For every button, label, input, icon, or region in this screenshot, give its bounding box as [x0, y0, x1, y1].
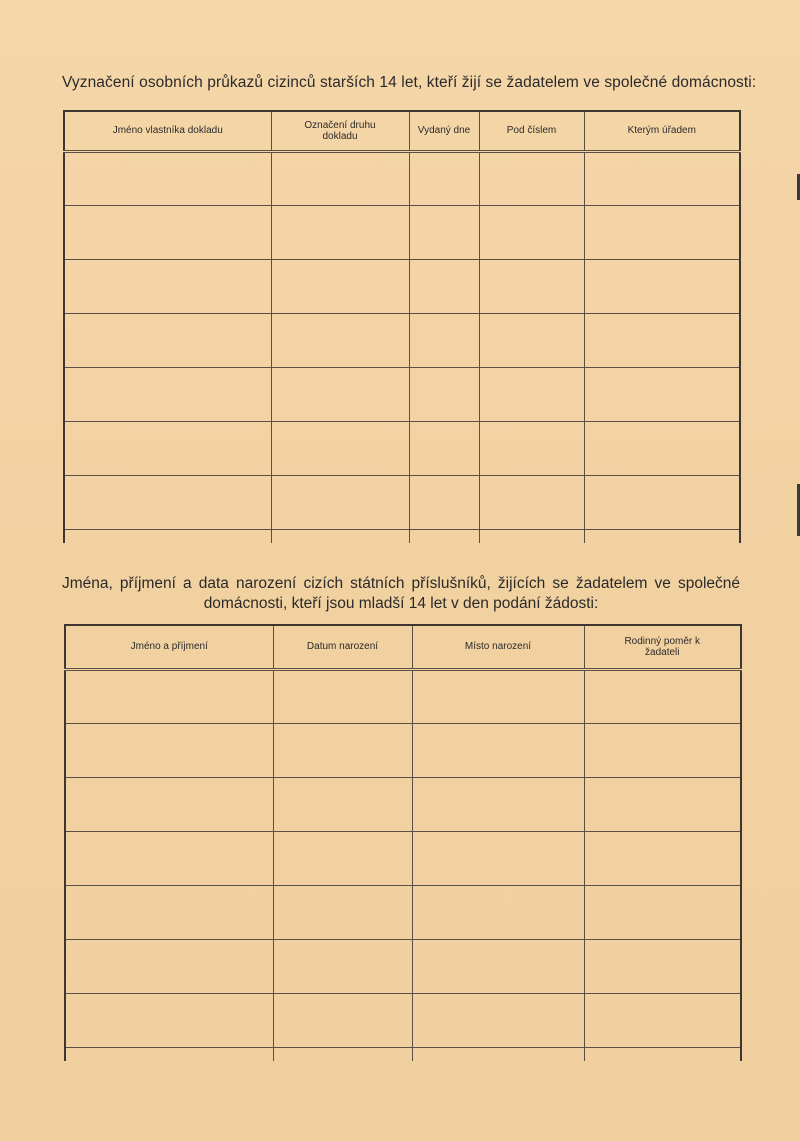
table-cell[interactable]: [584, 313, 740, 367]
table-cell[interactable]: [271, 259, 409, 313]
table-row: [65, 939, 741, 993]
table-cell[interactable]: [64, 475, 271, 529]
table-cell[interactable]: [412, 831, 584, 885]
column-header-birth-date: Datum narození: [273, 625, 412, 669]
column-header-issued-date: Vydaný dne: [409, 111, 479, 151]
table-cell[interactable]: [65, 885, 273, 939]
table-cell[interactable]: [584, 475, 740, 529]
section1-heading: Vyznačení osobních průkazů cizinců starších 14 let, kteří žijí se žadatelem ve společné domácnosti:: [62, 74, 757, 91]
table-cell[interactable]: [479, 259, 584, 313]
table-cell[interactable]: [584, 151, 740, 205]
table-row: [64, 259, 740, 313]
table-cell[interactable]: [479, 205, 584, 259]
column-header-relationship: Rodinný poměr k žadateli: [584, 625, 741, 669]
table-cell[interactable]: [271, 313, 409, 367]
table-cell: [584, 1047, 741, 1061]
table-row: [64, 205, 740, 259]
column-header-issuing-office: Kterým úřadem: [584, 111, 740, 151]
table-cell: [409, 529, 479, 543]
table-cell[interactable]: [65, 831, 273, 885]
table-cell[interactable]: [584, 421, 740, 475]
table-cell[interactable]: [409, 421, 479, 475]
table-cell[interactable]: [271, 475, 409, 529]
table-cell: [584, 529, 740, 543]
table-cell[interactable]: [479, 475, 584, 529]
table-cell[interactable]: [479, 313, 584, 367]
table-cell[interactable]: [273, 723, 412, 777]
minors-table: [64, 624, 742, 1061]
table-cell[interactable]: [412, 993, 584, 1047]
table-cell[interactable]: [64, 205, 271, 259]
column-header-document-type: Označení druhu dokladu: [271, 111, 409, 151]
table-cell[interactable]: [584, 993, 741, 1047]
table-cell[interactable]: [584, 885, 741, 939]
table-row: [64, 151, 740, 205]
table-row: [65, 993, 741, 1047]
table-cell: [271, 529, 409, 543]
table-cell[interactable]: [271, 421, 409, 475]
table-row: [64, 313, 740, 367]
table-cell: [273, 1047, 412, 1061]
table-row: [64, 475, 740, 529]
table-cell[interactable]: [273, 669, 412, 723]
table-cell[interactable]: [409, 151, 479, 205]
table-header-row: [64, 111, 740, 151]
table-cell[interactable]: [412, 669, 584, 723]
table-cell[interactable]: [479, 421, 584, 475]
table-cell[interactable]: [409, 367, 479, 421]
section2-heading: [62, 574, 740, 614]
table-cell: [412, 1047, 584, 1061]
table-cell[interactable]: [271, 151, 409, 205]
table-cell[interactable]: [409, 259, 479, 313]
table-cell[interactable]: [409, 313, 479, 367]
column-header-number: Pod číslem: [479, 111, 584, 151]
column-header-birth-place: Místo narození: [412, 625, 584, 669]
table-row: [65, 723, 741, 777]
table-cell[interactable]: [412, 723, 584, 777]
column-header-owner-name: Jméno vlastníka dokladu: [64, 111, 271, 151]
table-cell: [479, 529, 584, 543]
table-row: [64, 367, 740, 421]
table-cell[interactable]: [65, 993, 273, 1047]
table-cell[interactable]: [409, 205, 479, 259]
section2-heading-line1: Jména, příjmení a data narození cizích státních příslušníků, žijících se žadatelem ve společné: [62, 575, 740, 592]
table-cell[interactable]: [584, 723, 741, 777]
table-cell[interactable]: [273, 993, 412, 1047]
table-row: [65, 1047, 741, 1061]
table-row: [65, 831, 741, 885]
table-cell[interactable]: [64, 313, 271, 367]
table-cell[interactable]: [65, 669, 273, 723]
table-cell[interactable]: [584, 777, 741, 831]
table-cell[interactable]: [273, 777, 412, 831]
table-row: [64, 529, 740, 543]
table-row: [64, 421, 740, 475]
table-cell[interactable]: [584, 367, 740, 421]
table-row: [65, 777, 741, 831]
table-cell[interactable]: [479, 151, 584, 205]
table-cell[interactable]: [409, 475, 479, 529]
table-header-row: [65, 625, 741, 669]
table-cell: [65, 1047, 273, 1061]
table-cell[interactable]: [412, 885, 584, 939]
table-cell[interactable]: [584, 831, 741, 885]
table-row: [65, 885, 741, 939]
section2-heading-line2: domácnosti, kteří jsou mladší 14 let v den podání žádosti:: [203, 595, 599, 612]
table-cell: [64, 529, 271, 543]
table-cell[interactable]: [64, 259, 271, 313]
table-cell[interactable]: [412, 939, 584, 993]
table-row: [65, 669, 741, 723]
table-cell[interactable]: [584, 205, 740, 259]
table-cell[interactable]: [273, 831, 412, 885]
table-cell[interactable]: [412, 777, 584, 831]
table-cell[interactable]: [65, 777, 273, 831]
table-cell[interactable]: [65, 939, 273, 993]
table-cell[interactable]: [271, 367, 409, 421]
table-cell[interactable]: [584, 669, 741, 723]
table-cell[interactable]: [273, 885, 412, 939]
table-cell[interactable]: [64, 421, 271, 475]
table-cell[interactable]: [479, 367, 584, 421]
table-cell[interactable]: [271, 205, 409, 259]
table-cell[interactable]: [65, 723, 273, 777]
table-cell[interactable]: [584, 939, 741, 993]
table-cell[interactable]: [64, 367, 271, 421]
table-cell[interactable]: [273, 939, 412, 993]
column-header-full-name: Jméno a příjmení: [65, 625, 273, 669]
id-documents-table: [63, 110, 741, 543]
table-cell[interactable]: [584, 259, 740, 313]
table-cell[interactable]: [64, 151, 271, 205]
